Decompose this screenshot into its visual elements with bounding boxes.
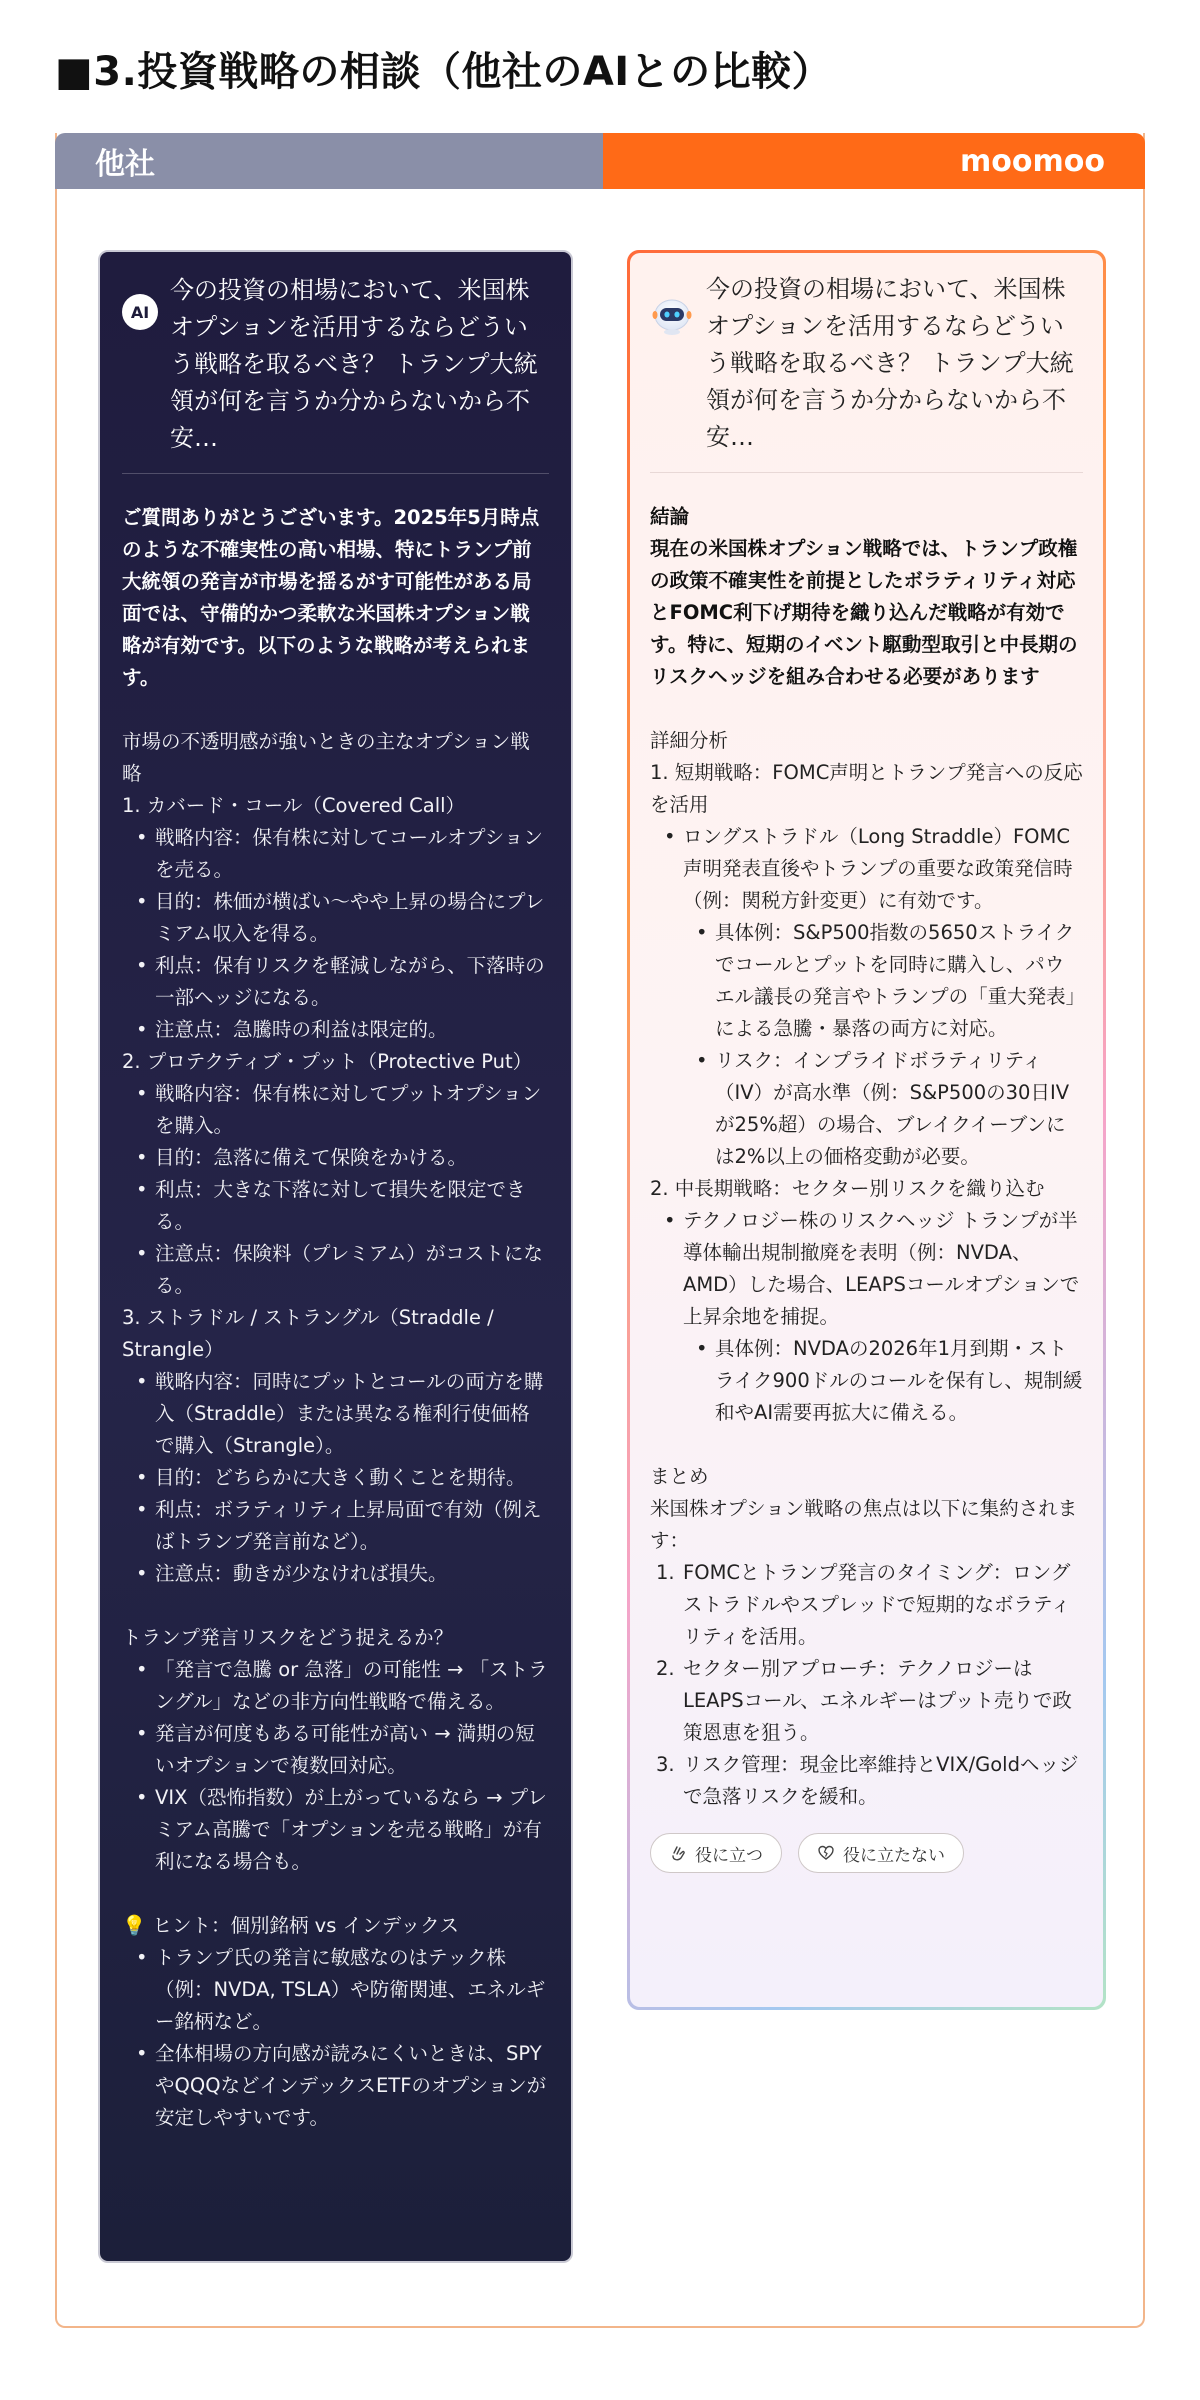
list-item: • 目的：急落に備えて保険をかける。 [122,1142,549,1174]
user-question-row [650,271,1083,456]
list-item: • 全体相場の方向感が読みにくいときは、SPYやQQQなどインデックスETFのオプションが安定しやすいです。 [122,2038,549,2134]
competitor-chat-card [98,250,573,2263]
not-helpful-button[interactable]: 役に立たない [798,1833,964,1873]
page-title: ■3.投資戦略の相談（他社のAIとの比較） [55,49,833,95]
strategy-heading: 2. 中長期戦略：セクター別リスクを織り込む [650,1177,1045,1200]
feedback-buttons [650,1833,1083,1873]
section-title: トランプ発言リスクをどう捉えるか？ [122,1626,454,1649]
user-question: 今の投資の相場において、米国株オプションを活用するならどういう戦略を取るべき？ トランプ大統領が何を言うか分からないから不安… [706,275,1074,451]
robot-avatar-icon [650,293,694,337]
clap-icon [669,1844,687,1862]
section-title: 詳細分析 [650,729,729,752]
list-item: • 戦略内容：保有株に対してコールオプションを売る。 [122,822,549,886]
answer-intro: ご質問ありがとうございます。2025年5月時点のような不確実性の高い相場、特にトランプ前大統領の発言が市場を揺るがす可能性がある局面では、守備的かつ柔軟な米国株オプション戦略が有効です。以下のような戦略が考えられます。 [122,506,540,689]
list-item: • 発言が何度もある可能性が高い → 満期の短いオプションで複数回対応。 [122,1718,549,1782]
ai-answer [122,502,549,2134]
list-item: • 利点：保有リスクを軽減しながら、下落時の一部ヘッジになる。 [122,950,549,1014]
list-item: • 「発言で急騰 or 急落」の可能性 → 「ストラングル」などの非方向性戦略で備える。 [122,1654,549,1718]
list-item: • 戦略内容：同時にプットとコールの両方を購入（Straddle）または異なる権利行使価格で購入（Strangle）。 [122,1366,549,1462]
conclusion-title: 結論 [650,505,690,528]
competitor-header: 他社 [55,133,603,189]
user-question-row [122,272,549,457]
conclusion-text: 現在の米国株オプション戦略では、トランプ政権の政策不確実性を前提としたボラティリティ対応とFOMC利下げ期待を織り込んだ戦略が有効です。特に、短期のイベント駆動型取引と中長期のリスクヘッジを組み合わせる必要があります [650,537,1078,688]
sub-list-item: • 具体例：S&P500指数の5650ストライクでコールとプットを同時に購入し、パウエル議長の発言やトランプの「重大発表」による急騰・暴落の両方に対応。 [650,917,1083,1045]
ai-answer [650,501,1083,1813]
list-item: • 注意点：保険料（プレミアム）がコストになる。 [122,1238,549,1302]
strategy-heading: 1. カバード・コール（Covered Call） [122,794,466,817]
list-item: 2. セクター別アプローチ：テクノロジーはLEAPSコール、エネルギーはプット売りで政策恩恵を狙う。 [656,1657,1072,1744]
list-item: • 戦略内容：保有株に対してプットオプションを購入。 [122,1078,549,1142]
user-question: 今の投資の相場において、米国株オプションを活用するならどういう戦略を取るべき？ トランプ大統領が何を言うか分からないから不安… [170,276,538,452]
strategy-heading: 2. プロテクティブ・プット（Protective Put） [122,1050,533,1073]
ai-logo-icon: AI [122,294,158,330]
list-item: • 目的：どちらかに大きく動くことを期待。 [122,1462,549,1494]
list-item: • 利点：ボラティリティ上昇局面で有効（例えばトランプ発言前など）。 [122,1494,549,1558]
list-item: • 利点：大きな下落に対して損失を限定できる。 [122,1174,549,1238]
sub-list-item: • 具体例：NVDAの2026年1月到期・ストライク900ドルのコールを保有し、規制緩和やAI需要再拡大に備える。 [650,1333,1083,1429]
divider [122,473,549,474]
list-item: 1. FOMCとトランプ発言のタイミング：ロングストラドルやスプレッドで短期的なボラティリティを活用。 [656,1561,1071,1648]
broken-heart-icon [817,1844,835,1862]
moomoo-chat-card [627,250,1106,2010]
list-item: • テクノロジー株のリスクヘッジ トランプが半導体輸出規制撤廃を表明（例：NVDA、AMD）した場合、LEAPSコールオプションで上昇余地を捕捉。 [650,1205,1083,1333]
list-item: • ロングストラドル（Long Straddle）FOMC声明発表直後やトランプの重要な政策発信時（例：関税方針変更）に有効です。 [650,821,1083,917]
strategy-heading: 1. 短期戦略：FOMC声明とトランプ発言への反応を活用 [650,761,1083,816]
divider [650,472,1083,473]
section-title: 💡 ヒント：個別銘柄 vs インデックス [122,1914,459,1937]
list-item: • 目的：株価が横ばい〜やや上昇の場合にプレミアム収入を得る。 [122,886,549,950]
helpful-button[interactable]: 役に立つ [650,1833,782,1873]
summary-intro: 米国株オプション戦略の焦点は以下に集約されます： [650,1497,1078,1552]
moomoo-header: moomoo [603,133,1145,189]
section-title: まとめ [650,1465,709,1488]
section-title: 市場の不透明感が強いときの主なオプション戦略 [122,730,530,785]
list-item: • 注意点：急騰時の利益は限定的。 [122,1014,549,1046]
list-item: • 注意点：動きが少なければ損失。 [122,1558,549,1590]
list-item: 3. リスク管理：現金比率維持とVIX/Goldヘッジで急落リスクを緩和。 [656,1753,1079,1808]
list-item: • トランプ氏の発言に敏感なのはテック株（例：NVDA, TSLA）や防衛関連、エネルギー銘柄など。 [122,1942,549,2038]
strategy-heading: 3. ストラドル / ストラングル（Straddle / Strangle） [122,1306,494,1361]
sub-list-item: • リスク：インプライドボラティリティ（IV）が高水準（例：S&P500の30日IVが25%超）の場合、ブレイクイーブンには2%以上の価格変動が必要。 [650,1045,1083,1173]
comparison-header [55,133,1145,189]
list-item: • VIX（恐怖指数）が上がっているなら → プレミアム高騰で「オプションを売る戦略」が有利になる場合も。 [122,1782,549,1878]
